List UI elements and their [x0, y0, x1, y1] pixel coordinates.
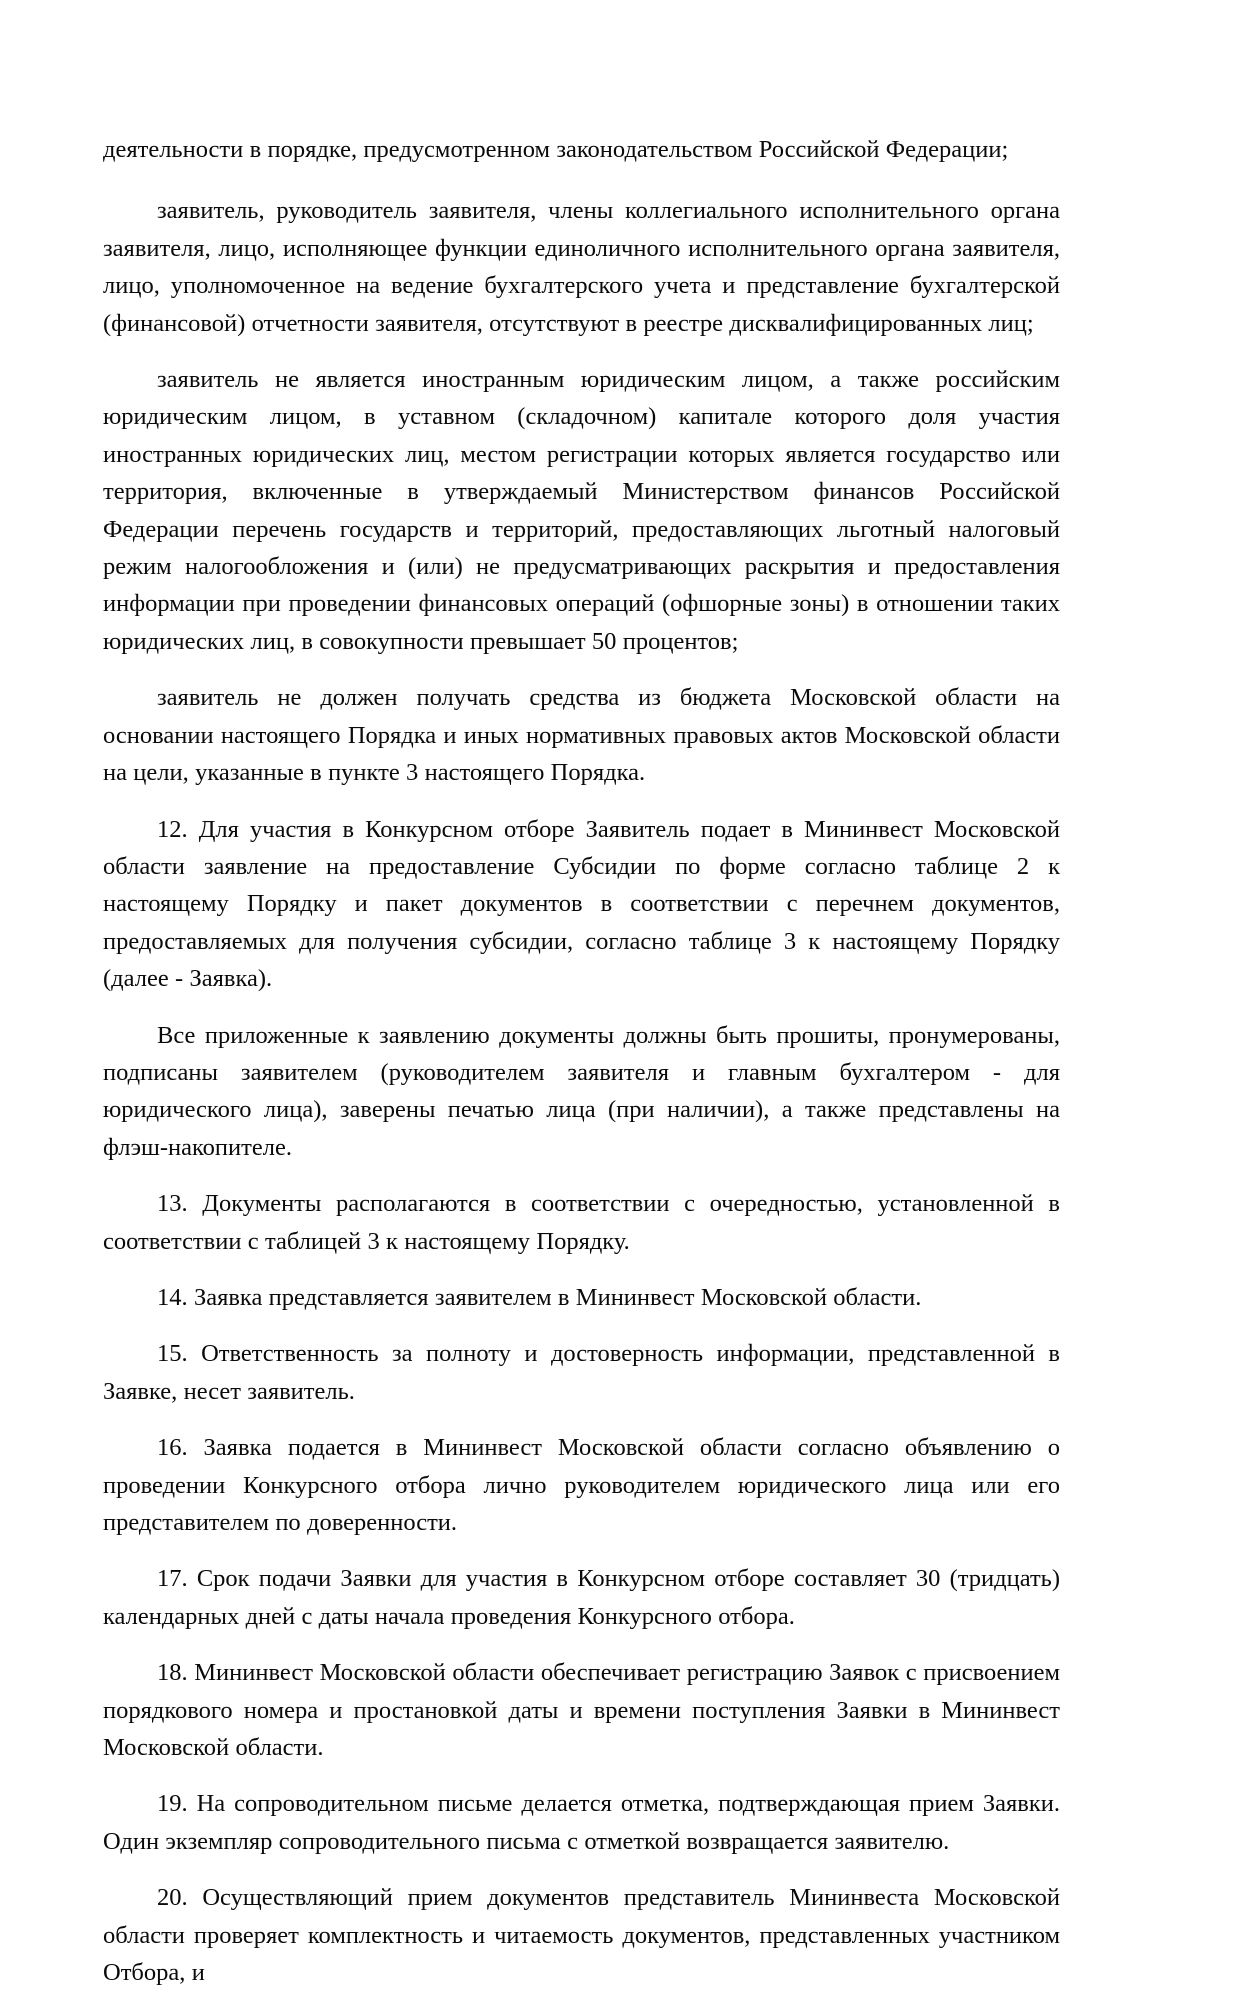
paragraph-no-double-funding: заявитель не должен получать средства из бюджета Московской области на основании настоящего Порядка и иных нормативных правовых актов Московской области на цели, указанные в пункте 3 настоящего Порядка.	[103, 684, 1060, 787]
paragraph-item-17: 17. Срок подачи Заявки для участия в Конкурсном отборе составляет 30 (тридцать) календарных дней с даты начала проведения Конкурсного отбора.	[103, 1565, 1060, 1630]
paragraph-offshore-condition: заявитель не является иностранным юридическим лицом, а также российским юридическим лицом, в уставном (складочном) капитале которого доля участия иностранных юридических лиц, местом регистрации которых является государство или территория, включенные в утверждаемый Министерством финансов Российской Федерации перечень государств и территорий, предоставляющих льготный налоговый режим налогообложения и (или) не предусматривающих раскрытия и предоставления информации при проведении финансовых операций (офшорные зоны) в отношении таких юридических лиц, в совокупности превышает 50 процентов;	[103, 366, 1060, 655]
paragraph-item-18: 18. Мининвест Московской области обеспечивает регистрацию Заявок с присвоением порядкового номера и простановкой даты и времени поступления Заявки в Мининвест Московской области.	[103, 1659, 1060, 1762]
paragraph-attachments-requirements: Все приложенные к заявлению документы должны быть прошиты, пронумерованы, подписаны заявителем (руководителем заявителя и главным бухгалтером - для юридического лица), заверены печатью лица (при наличии), а также представлены на флэш-накопителе.	[103, 1021, 1060, 1161]
paragraph-disqualified-register: заявитель, руководитель заявителя, члены коллегиального исполнительного органа заявителя, лицо, исполняющее функции единоличного исполнительного органа заявителя, лицо, уполномоченное на ведение бухгалтерского учета и представление бухгалтерской (финансовой) отчетности заявителя, отсутствуют в реестре дисквалифицированных лиц;	[103, 197, 1060, 337]
paragraph-item-20: 20. Осуществляющий прием документов представитель Мининвеста Московской области проверяет комплектность и читаемость документов, представленных участником Отбора, и	[103, 1884, 1060, 1987]
paragraph-item-13: 13. Документы располагаются в соответствии с очередностью, установленной в соответствии с таблицей 3 к настоящему Порядку.	[103, 1190, 1060, 1255]
paragraph-item-12: 12. Для участия в Конкурсном отборе Заявитель подает в Мининвест Московской области заявление на предоставление Субсидии по форме согласно таблице 2 к настоящему Порядку и пакет документов в соответствии с перечнем документов, предоставляемых для получения субсидии, согласно таблице 3 к настоящему Порядку (далее - Заявка).	[103, 815, 1060, 993]
paragraph-item-14: 14. Заявка представляется заявителем в Мининвест Московской области.	[157, 1283, 922, 1311]
paragraph-continuation: деятельности в порядке, предусмотренном законодательством Российской Федерации;	[103, 136, 1009, 163]
paragraph-item-19: 19. На сопроводительном письме делается отметка, подтверждающая прием Заявки. Один экземпляр сопроводительного письма с отметкой возвращается заявителю.	[103, 1790, 1060, 1855]
document-text-block	[103, 131, 1060, 1991]
paragraph-item-16: 16. Заявка подается в Мининвест Московской области согласно объявлению о проведении Конкурсного отбора лично руководителем юридического лица или его представителем по доверенности.	[103, 1434, 1060, 1536]
paragraph-item-15: 15. Ответственность за полноту и достоверность информации, представленной в Заявке, несет заявитель.	[103, 1340, 1060, 1405]
